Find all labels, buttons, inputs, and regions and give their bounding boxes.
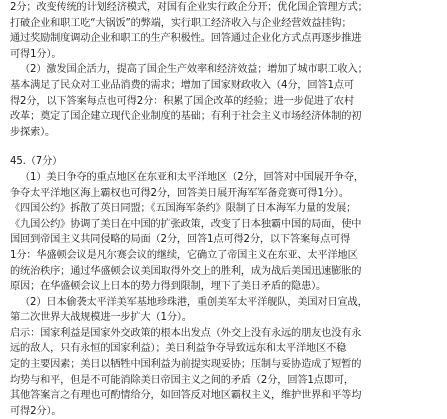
text-line: 基本满足了民众对工业品消费的需求；增加了国家财政收入（4分，回答1点可 (10, 79, 354, 91)
text-line: 2分；改变传统的计划经济模式，对国有企业实行政企分开；优化国企管理方式； (10, 2, 368, 13)
section-2-answer (10, 62, 441, 140)
question-45-answer (10, 154, 441, 419)
text-line: 远的敌人，只有永恒的国家利益）；美日利益争夺导致远东和太平洋地区不稳 (10, 343, 347, 355)
text-line: （1）美日争夺的重点地区在东亚和太平洋地区（2分，回答对中国展开争夺， (20, 171, 364, 183)
text-line: 定的主要因素；美日以牺牲中国利益为前提实现妥协；压制与妥协造成了短暂的 (10, 359, 362, 371)
text-line: 改革；奠定了国企建立现代企业制度的基础；有利于社会主义市场经济体制的初 (10, 111, 362, 123)
text-line: 通过奖励制度调动企业和职工的生产积极性。回答通过企业化方式点再逐步推进 (10, 33, 362, 45)
text-line: 的统治秩序；通过华盛顿会议美国取得外交上的胜利，成为战后美国迅速膨胀的 (10, 265, 362, 277)
text-line: 启示：国家利益是国家外交政策的根本出发点（外交上没有永远的朋友也没有永 (10, 327, 362, 339)
text-line: 得2分，以下答案每点也可得2分：积累了国企改革的经验；进一步促进了农村 (10, 95, 354, 107)
text-line: 争夺太平洋地区海上霸权也可得2分，回答美日展开海军军备竞赛可得1分）。 (10, 187, 349, 199)
text-line: 可得2分）。 (10, 405, 62, 417)
section-gap (10, 140, 441, 152)
text-line: 国回到帝国主义共同侵略的局面（2分，回答1点可得2分，以下答案每点可得 (10, 234, 351, 246)
section-1-continued (10, 0, 441, 62)
text-line: 1分：华盛顿会议是凡尔赛会议的继续，它确立了帝国主义在东亚、太平洋地区 (10, 249, 358, 261)
question-45-header: 45.（7分） (10, 156, 63, 168)
text-line: 第二次世界大战规模进一步扩大（1分）。 (10, 312, 192, 324)
text-line: 步探索）。 (10, 126, 56, 138)
text-line: 《四国公约》拆散了英日同盟；《五国海军条约》限制了日本海军力量的发展； (10, 203, 357, 215)
text-line: 原因；在华盛顿会议上日本的势力得到限制，埋下了美日矛盾的隐患）。 (10, 281, 327, 293)
text-line: （2）激发国企活力，提高了国企生产效率和经济效益；增加了城市职工收入； (20, 64, 368, 76)
text-line: 可得1分）。 (10, 48, 62, 60)
text-line: 打破企业和职工吃“大锅饭”的弊端，实行职工经济收入与企业经营效益挂钩； (10, 17, 352, 29)
text-line: 均势与和平，但是不可能消除美日帝国主义之间的矛盾（2分，回答1点即可， (10, 374, 354, 386)
text-line: 其他答案言之有理也可酌情给分，如回答反对地区霸权主义，维护世界和平等均 (10, 390, 362, 402)
text-line: 《九国公约》协调了美日在中国的扩张政策，改变了日本独霸中国的局面，使中 (10, 218, 362, 230)
text-line: （2）日本偷袭太平洋美军基地珍珠港，重创美军太平洋舰队，美国对日宣战， (20, 296, 368, 308)
